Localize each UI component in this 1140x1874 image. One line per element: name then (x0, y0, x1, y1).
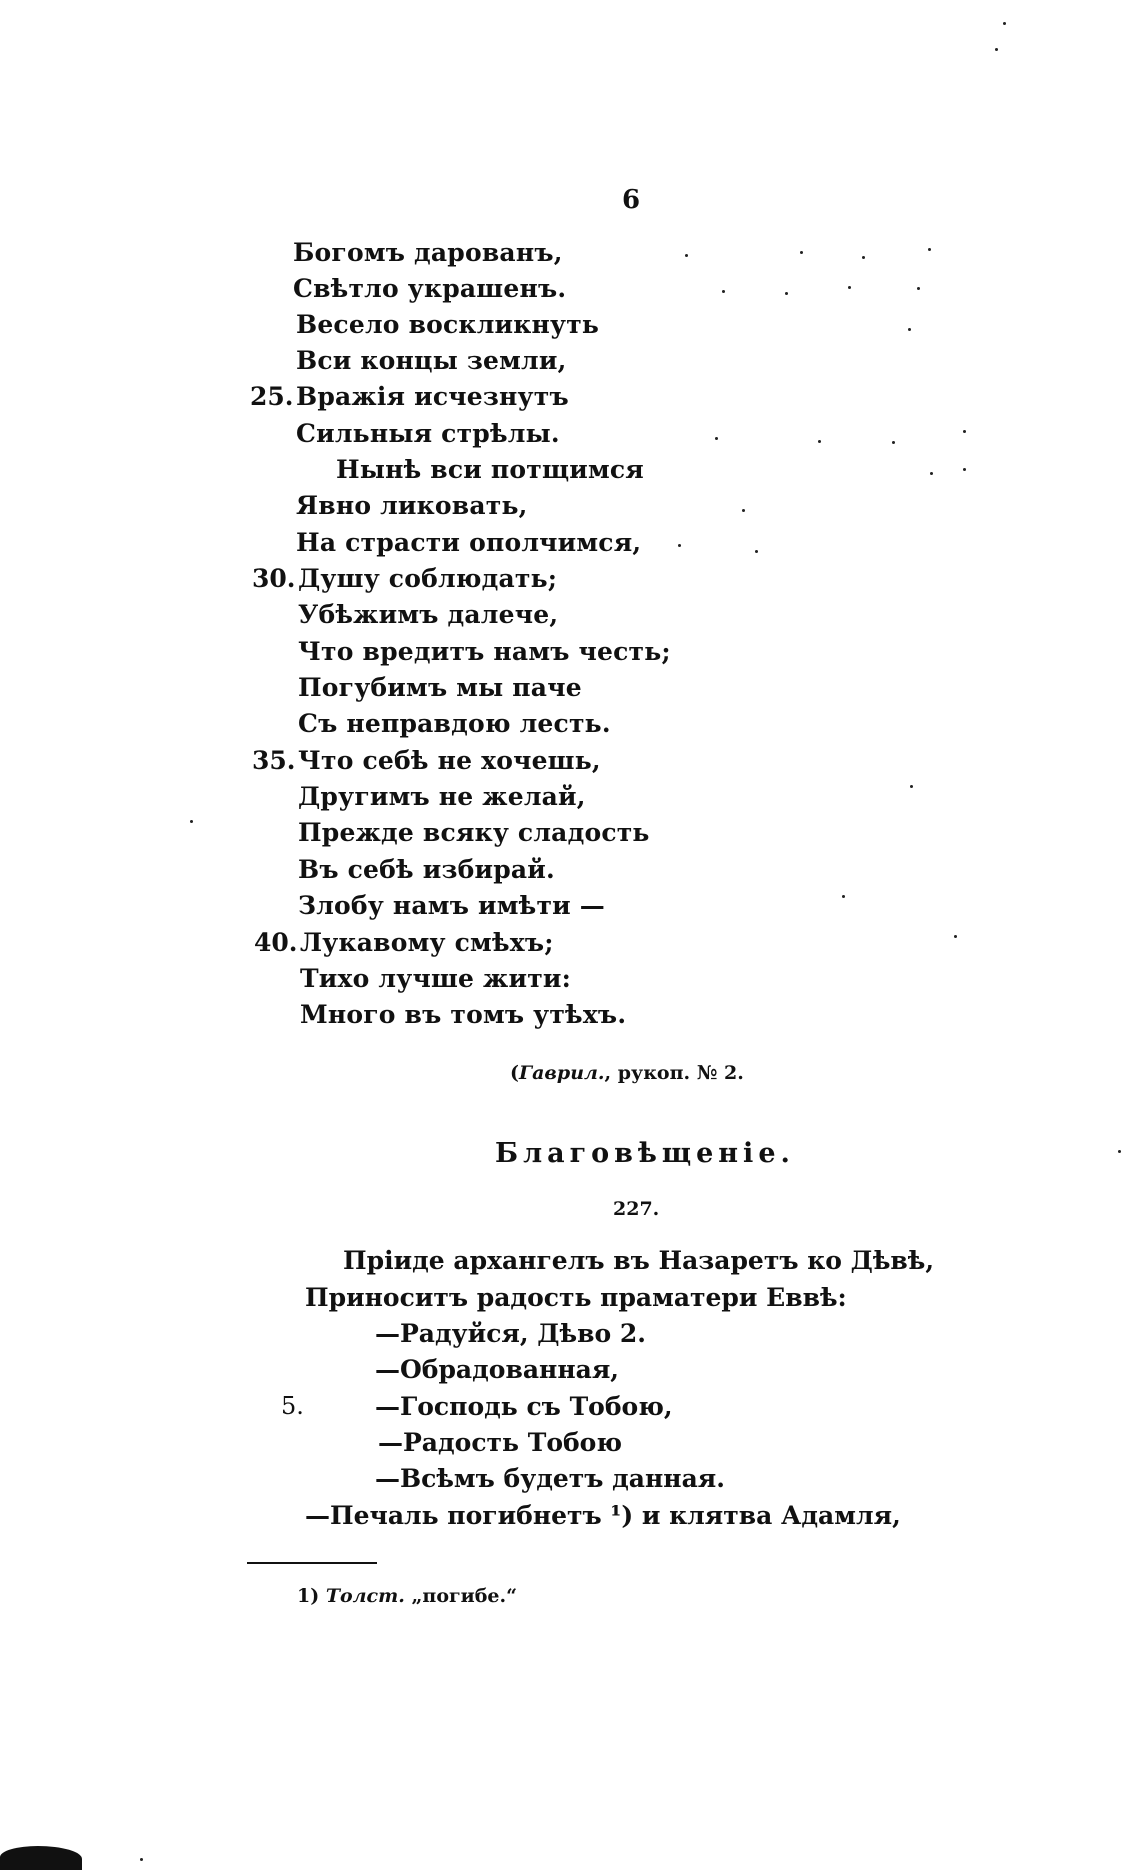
poem-line: Душу соблюдать; (298, 564, 558, 593)
scan-speck (722, 290, 725, 293)
scan-speck (818, 440, 821, 443)
hymn-number: 227. (613, 1198, 660, 1220)
scan-speck (800, 251, 803, 254)
source-rest: , рукоп. № 2. (604, 1062, 744, 1084)
scan-speck (892, 441, 895, 444)
section-title: Благовѣщеніе. (495, 1138, 795, 1169)
poem-line: Въ себѣ избирай. (298, 855, 555, 884)
scan-speck (742, 509, 745, 512)
poem-line: Явно ликовать, (296, 491, 528, 520)
poem-line: Что себѣ не хочешь, (298, 746, 601, 775)
poem-line: Сильныя стрѣлы. (296, 419, 560, 448)
line-number: 40. (254, 928, 298, 957)
scan-speck (917, 287, 920, 290)
hymn-line: —Радуйся, Дѣво 2. (375, 1319, 646, 1348)
scan-speck (190, 820, 193, 823)
poem-line: Нынѣ вси потщимся (336, 455, 644, 484)
scan-speck (685, 254, 688, 257)
source-citation (510, 1062, 744, 1084)
scan-speck (1118, 1150, 1121, 1153)
footnote-text: „погибе.“ (411, 1585, 518, 1607)
scan-speck (1003, 22, 1006, 25)
page-number: 6 (622, 185, 641, 215)
source-open: ( (510, 1062, 519, 1084)
hymn-line: Пріиде архангелъ въ Назаретъ ко Дѣвѣ, (343, 1246, 935, 1275)
poem-line: Вси концы земли, (296, 346, 567, 375)
poem-line: Свѣтло украшенъ. (293, 274, 567, 303)
poem-line: Погубимъ мы паче (298, 673, 582, 702)
scan-speck (842, 895, 845, 898)
scan-speck (963, 468, 966, 471)
verse-line-number: 5. (281, 1392, 304, 1420)
hymn-line: —Радость Тобою (378, 1428, 622, 1457)
footnote (297, 1585, 517, 1607)
poem-line: Тихо лучше жити: (300, 964, 572, 993)
scan-speck (930, 472, 933, 475)
line-number: 35. (252, 746, 296, 775)
footnote-marker: 1) (297, 1585, 320, 1607)
footnote-author: Толст. (325, 1585, 405, 1607)
scan-speck (755, 550, 758, 553)
poem-line: На страсти ополчимся, (296, 528, 642, 557)
poem-line: Лукавому смѣхъ; (300, 928, 554, 957)
scan-speck (140, 1858, 143, 1861)
poem-line: Вражія исчезнутъ (296, 382, 569, 411)
line-number: 30. (252, 564, 296, 593)
hymn-line: —Обрадованная, (375, 1355, 620, 1384)
poem-line: Другимъ не желай, (298, 782, 586, 811)
poem-line: Что вредитъ намъ честь; (298, 637, 671, 666)
scan-speck (928, 248, 931, 251)
poem-line: Убѣжимъ далече, (298, 600, 559, 629)
scan-speck (848, 286, 851, 289)
scan-speck (785, 292, 788, 295)
scan-speck (954, 935, 957, 938)
corner-ink-blot (0, 1846, 82, 1870)
line-number: 25. (250, 382, 294, 411)
poem-line: Много въ томъ утѣхъ. (300, 1000, 627, 1029)
scan-speck (678, 544, 681, 547)
hymn-line: —Господь съ Тобою, (375, 1392, 673, 1421)
poem-line: Съ неправдою лесть. (298, 709, 611, 738)
scan-speck (908, 328, 911, 331)
scan-speck (963, 430, 966, 433)
hymn-line: —Всѣмъ будетъ данная. (375, 1464, 725, 1493)
footnote-divider (247, 1562, 377, 1564)
scan-speck (862, 256, 865, 259)
scan-speck (715, 437, 718, 440)
scan-speck (910, 785, 913, 788)
source-author: Гаврил. (519, 1062, 605, 1084)
hymn-line: —Печаль погибнетъ ¹) и клятва Адамля, (305, 1501, 901, 1530)
poem-line: Весело воскликнуть (296, 310, 600, 339)
hymn-line: Приноситъ радость праматери Еввѣ: (305, 1283, 847, 1312)
poem-line: Прежде всяку сладость (298, 818, 650, 847)
scan-speck (995, 48, 998, 51)
poem-line: Богомъ дарованъ, (293, 238, 563, 267)
poem-line: Злобу намъ имѣти — (298, 891, 605, 920)
